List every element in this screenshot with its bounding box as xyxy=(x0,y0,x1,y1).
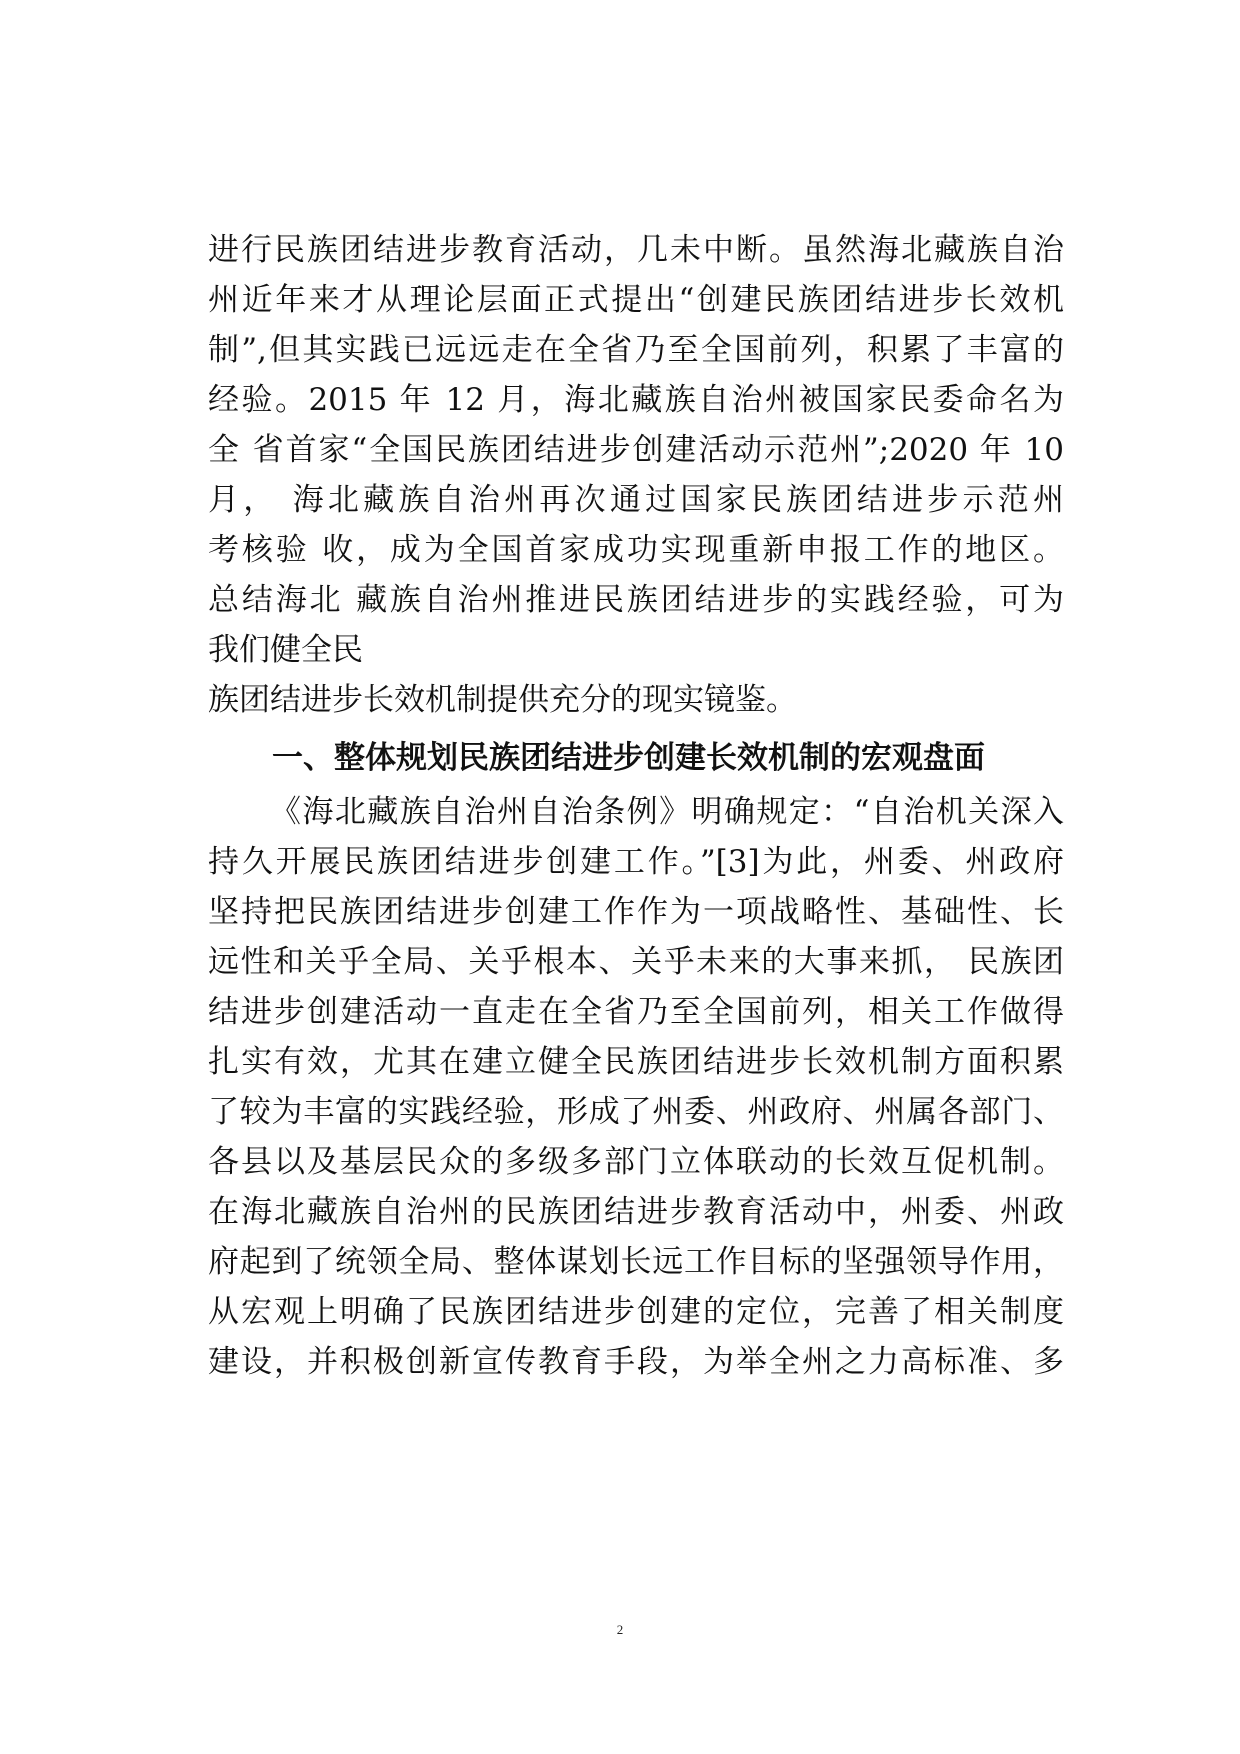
body-text-line: 远性和关乎全局、关乎根本、关乎未来的大事来抓， 民族团 xyxy=(208,944,1064,980)
body-text-line: 扎实有效，尤其在建立健全民族团结进步长效机制方面积累 xyxy=(208,1044,1064,1080)
body-text-line: 府起到了统领全局、整体谋划长远工作目标的坚强领导作用， xyxy=(208,1244,1064,1280)
body-text-line: 制”,但其实践已远远走在全省乃至全国前列，积累了丰富的 xyxy=(208,332,1064,368)
section-heading: 一、整体规划民族团结进步创建长效机制的宏观盘面 xyxy=(272,740,985,776)
page-number: 2 xyxy=(616,1622,624,1637)
body-text-line: 了较为丰富的实践经验，形成了州委、州政府、州属各部门、 xyxy=(208,1094,1064,1130)
body-text-line: 全 省首家“全国民族团结进步创建活动示范州”;2020 年 10 xyxy=(208,432,1064,468)
body-text-line: 从宏观上明确了民族团结进步创建的定位，完善了相关制度 xyxy=(208,1294,1064,1330)
body-text-line: 坚持把民族团结进步创建工作作为一项战略性、基础性、长 xyxy=(208,894,1064,930)
body-text-line: 经验。2015 年 12 月，海北藏族自治州被国家民委命名为 xyxy=(208,382,1064,418)
body-text-line: 月， 海北藏族自治州再次通过国家民族团结进步示范州 xyxy=(208,482,1064,518)
body-text-line: 结进步创建活动一直走在全省乃至全国前列，相关工作做得 xyxy=(208,994,1064,1030)
body-text-line: 在海北藏族自治州的民族团结进步教育活动中，州委、州政 xyxy=(208,1194,1064,1230)
body-text-line: 各县以及基层民众的多级多部门立体联动的长效互促机制。 xyxy=(208,1144,1064,1180)
body-text-line: 族团结进步长效机制提供充分的现实镜鉴。 xyxy=(208,682,797,718)
body-text-line: 建设，并积极创新宣传教育手段，为举全州之力高标准、多 xyxy=(208,1344,1064,1380)
body-text-line: 州近年来才从理论层面正式提出“创建民族团结进步长效机 xyxy=(208,282,1064,318)
body-text-line: 《海北藏族自治州自治条例》明确规定：“自治机关深入 xyxy=(270,794,1064,830)
body-text-line: 总结海北 藏族自治州推进民族团结进步的实践经验，可为 xyxy=(208,582,1064,618)
body-text-line: 我们健全民 xyxy=(208,632,363,668)
body-text-line: 考核验 收，成为全国首家成功实现重新申报工作的地区。 xyxy=(208,532,1064,568)
body-text-line: 持久开展民族团结进步创建工作。”[3]为此，州委、州政府 xyxy=(208,844,1064,880)
body-text-line: 进行民族团结进步教育活动，几未中断。虽然海北藏族自治 xyxy=(208,232,1064,268)
